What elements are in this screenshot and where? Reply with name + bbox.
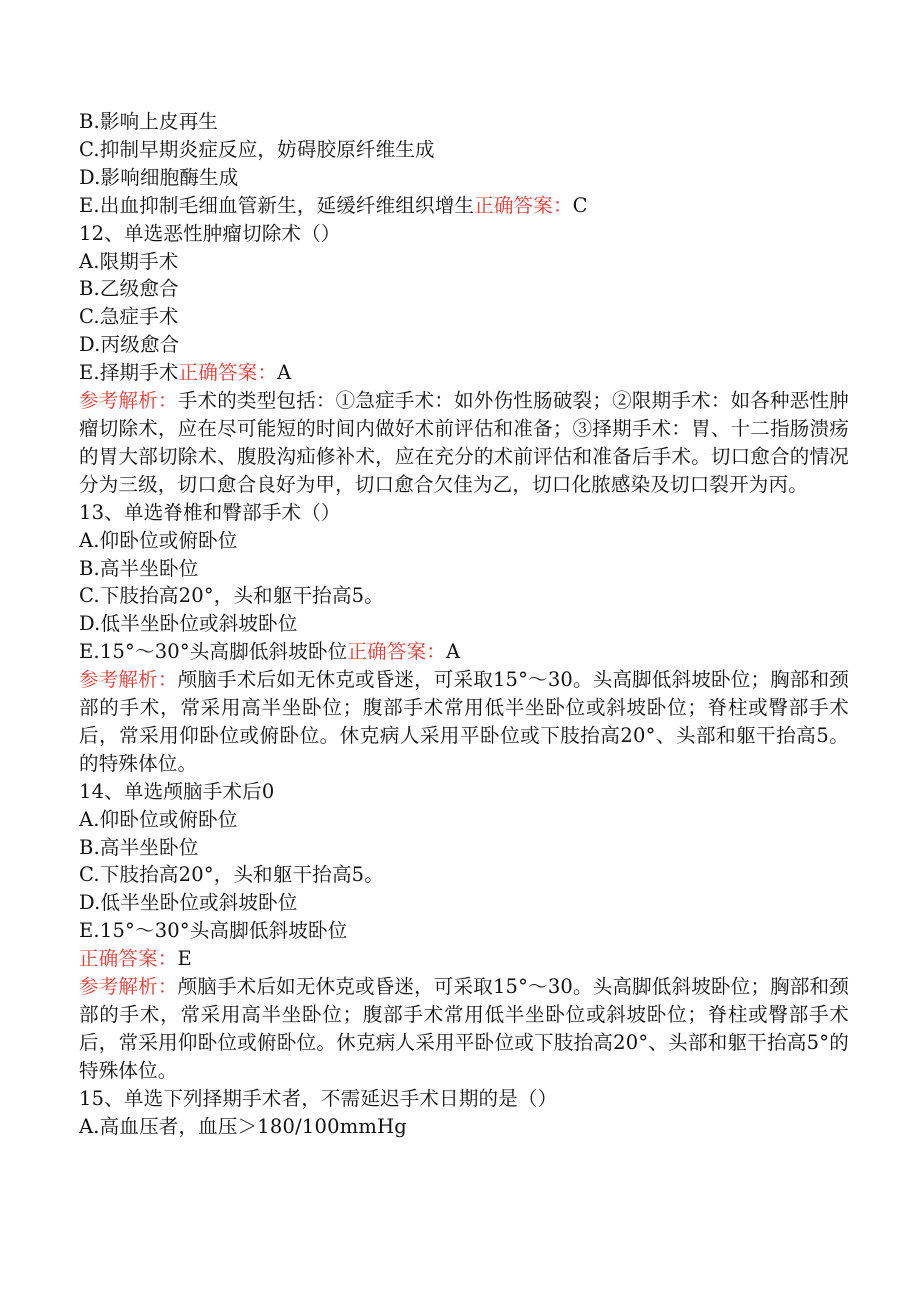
q11-answer-label: 正确答案： <box>474 193 573 217</box>
q11-option-e-line <box>79 192 849 220</box>
q13-option-a: A.仰卧位或俯卧位 <box>79 528 238 552</box>
q12-option-e-line <box>79 359 849 387</box>
q13-answer-label: 正确答案： <box>347 640 446 664</box>
q14-answer-line <box>79 945 849 973</box>
q12-option-a: A.限期手术 <box>79 249 179 273</box>
q14-option-d: D.低半坐卧位或斜坡卧位 <box>79 891 298 915</box>
q11-option-c: C.抑制早期炎症反应，妨碍胶原纤维生成 <box>79 137 435 161</box>
q13-answer-value: A <box>445 640 461 664</box>
q14-analysis <box>79 973 849 1085</box>
q11-answer-value: C <box>572 193 588 217</box>
q11-option-b: B.影响上皮再生 <box>79 110 219 133</box>
q15-stem: 15、单选下列择期手术者，不需延迟手术日期的是（） <box>79 1086 558 1110</box>
q12-analysis-label: 参考解析： <box>79 389 178 413</box>
q13-stem: 13、单选脊椎和臀部手术（） <box>79 500 341 524</box>
q13-analysis-text: 颅脑手术后如无休克或昏迷，可采取15°～30。头高脚低斜坡卧位；胸部和颈部的手术，常采用高半坐卧位；腹部手术常用低半坐卧位或斜坡卧位；脊柱或臀部手术后，常采用仰卧位或俯卧位。休克病人采用平卧位或下肢抬高20°、头部和躯干抬高5。的特殊体位。 <box>79 668 849 775</box>
document-page <box>79 108 849 1141</box>
q14-stem: 14、单选颅脑手术后0 <box>79 779 275 803</box>
q14-option-b: B.高半坐卧位 <box>79 835 199 859</box>
q13-option-b: B.高半坐卧位 <box>79 556 199 580</box>
q13-analysis <box>79 666 849 778</box>
q12-answer-value: A <box>277 361 292 385</box>
q12-answer-label: 正确答案： <box>178 361 278 385</box>
q12-option-b: B.乙级愈合 <box>79 277 179 301</box>
q13-option-e-line <box>79 638 849 666</box>
q12-option-e: E.择期手术 <box>79 361 179 385</box>
q14-analysis-text: 颅脑手术后如无休克或昏迷，可采取15°～30。头高脚低斜坡卧位；胸部和颈部的手术，常采用高半坐卧位；腹部手术常用低半坐卧位或斜坡卧位；脊柱或臀部手术后，常采用仰卧位或俯卧位。休克病人采用平卧位或下肢抬高20°、头部和躯干抬高5°的特殊体位。 <box>79 975 849 1082</box>
q13-option-c: C.下肢抬高20°，头和躯干抬高5。 <box>79 584 384 608</box>
q14-analysis-label: 参考解析： <box>79 975 178 999</box>
q12-option-d: D.丙级愈合 <box>79 333 180 357</box>
q13-option-e: E.15°～30°头高脚低斜坡卧位 <box>79 640 348 664</box>
q12-analysis <box>79 387 849 499</box>
q14-option-a: A.仰卧位或俯卧位 <box>79 807 238 831</box>
q13-option-d: D.低半坐卧位或斜坡卧位 <box>79 612 298 636</box>
q14-answer-label: 正确答案： <box>79 947 178 971</box>
q14-option-c: C.下肢抬高20°，头和躯干抬高5。 <box>79 863 384 887</box>
q11-option-e: E.出血抑制毛细血管新生，延缓纤维组织增生 <box>79 193 475 217</box>
q14-option-e: E.15°～30°头高脚低斜坡卧位 <box>79 919 348 943</box>
q12-option-c: C.急症手术 <box>79 305 179 329</box>
q12-analysis-text: 手术的类型包括：①急症手术：如外伤性肠破裂；②限期手术：如各种恶性肿瘤切除术，应在尽可能短的时间内做好术前评估和准备；③择期手术：胃、十二指肠溃疡的胃大部切除术、腹股沟疝修补术，应在充分的术前评估和准备后手术。切口愈合的情况分为三级，切口愈合良好为甲，切口愈合欠佳为乙，切口化脓感染及切口裂开为丙。 <box>79 389 849 496</box>
q11-option-d: D.影响细胞酶生成 <box>79 165 239 189</box>
q13-analysis-label: 参考解析： <box>79 668 178 692</box>
q12-stem: 12、单选恶性肿瘤切除术（） <box>79 221 341 245</box>
q15-option-a: A.高血压者，血压＞180/100mmHg <box>79 1114 407 1138</box>
q14-answer-value: E <box>177 947 192 971</box>
